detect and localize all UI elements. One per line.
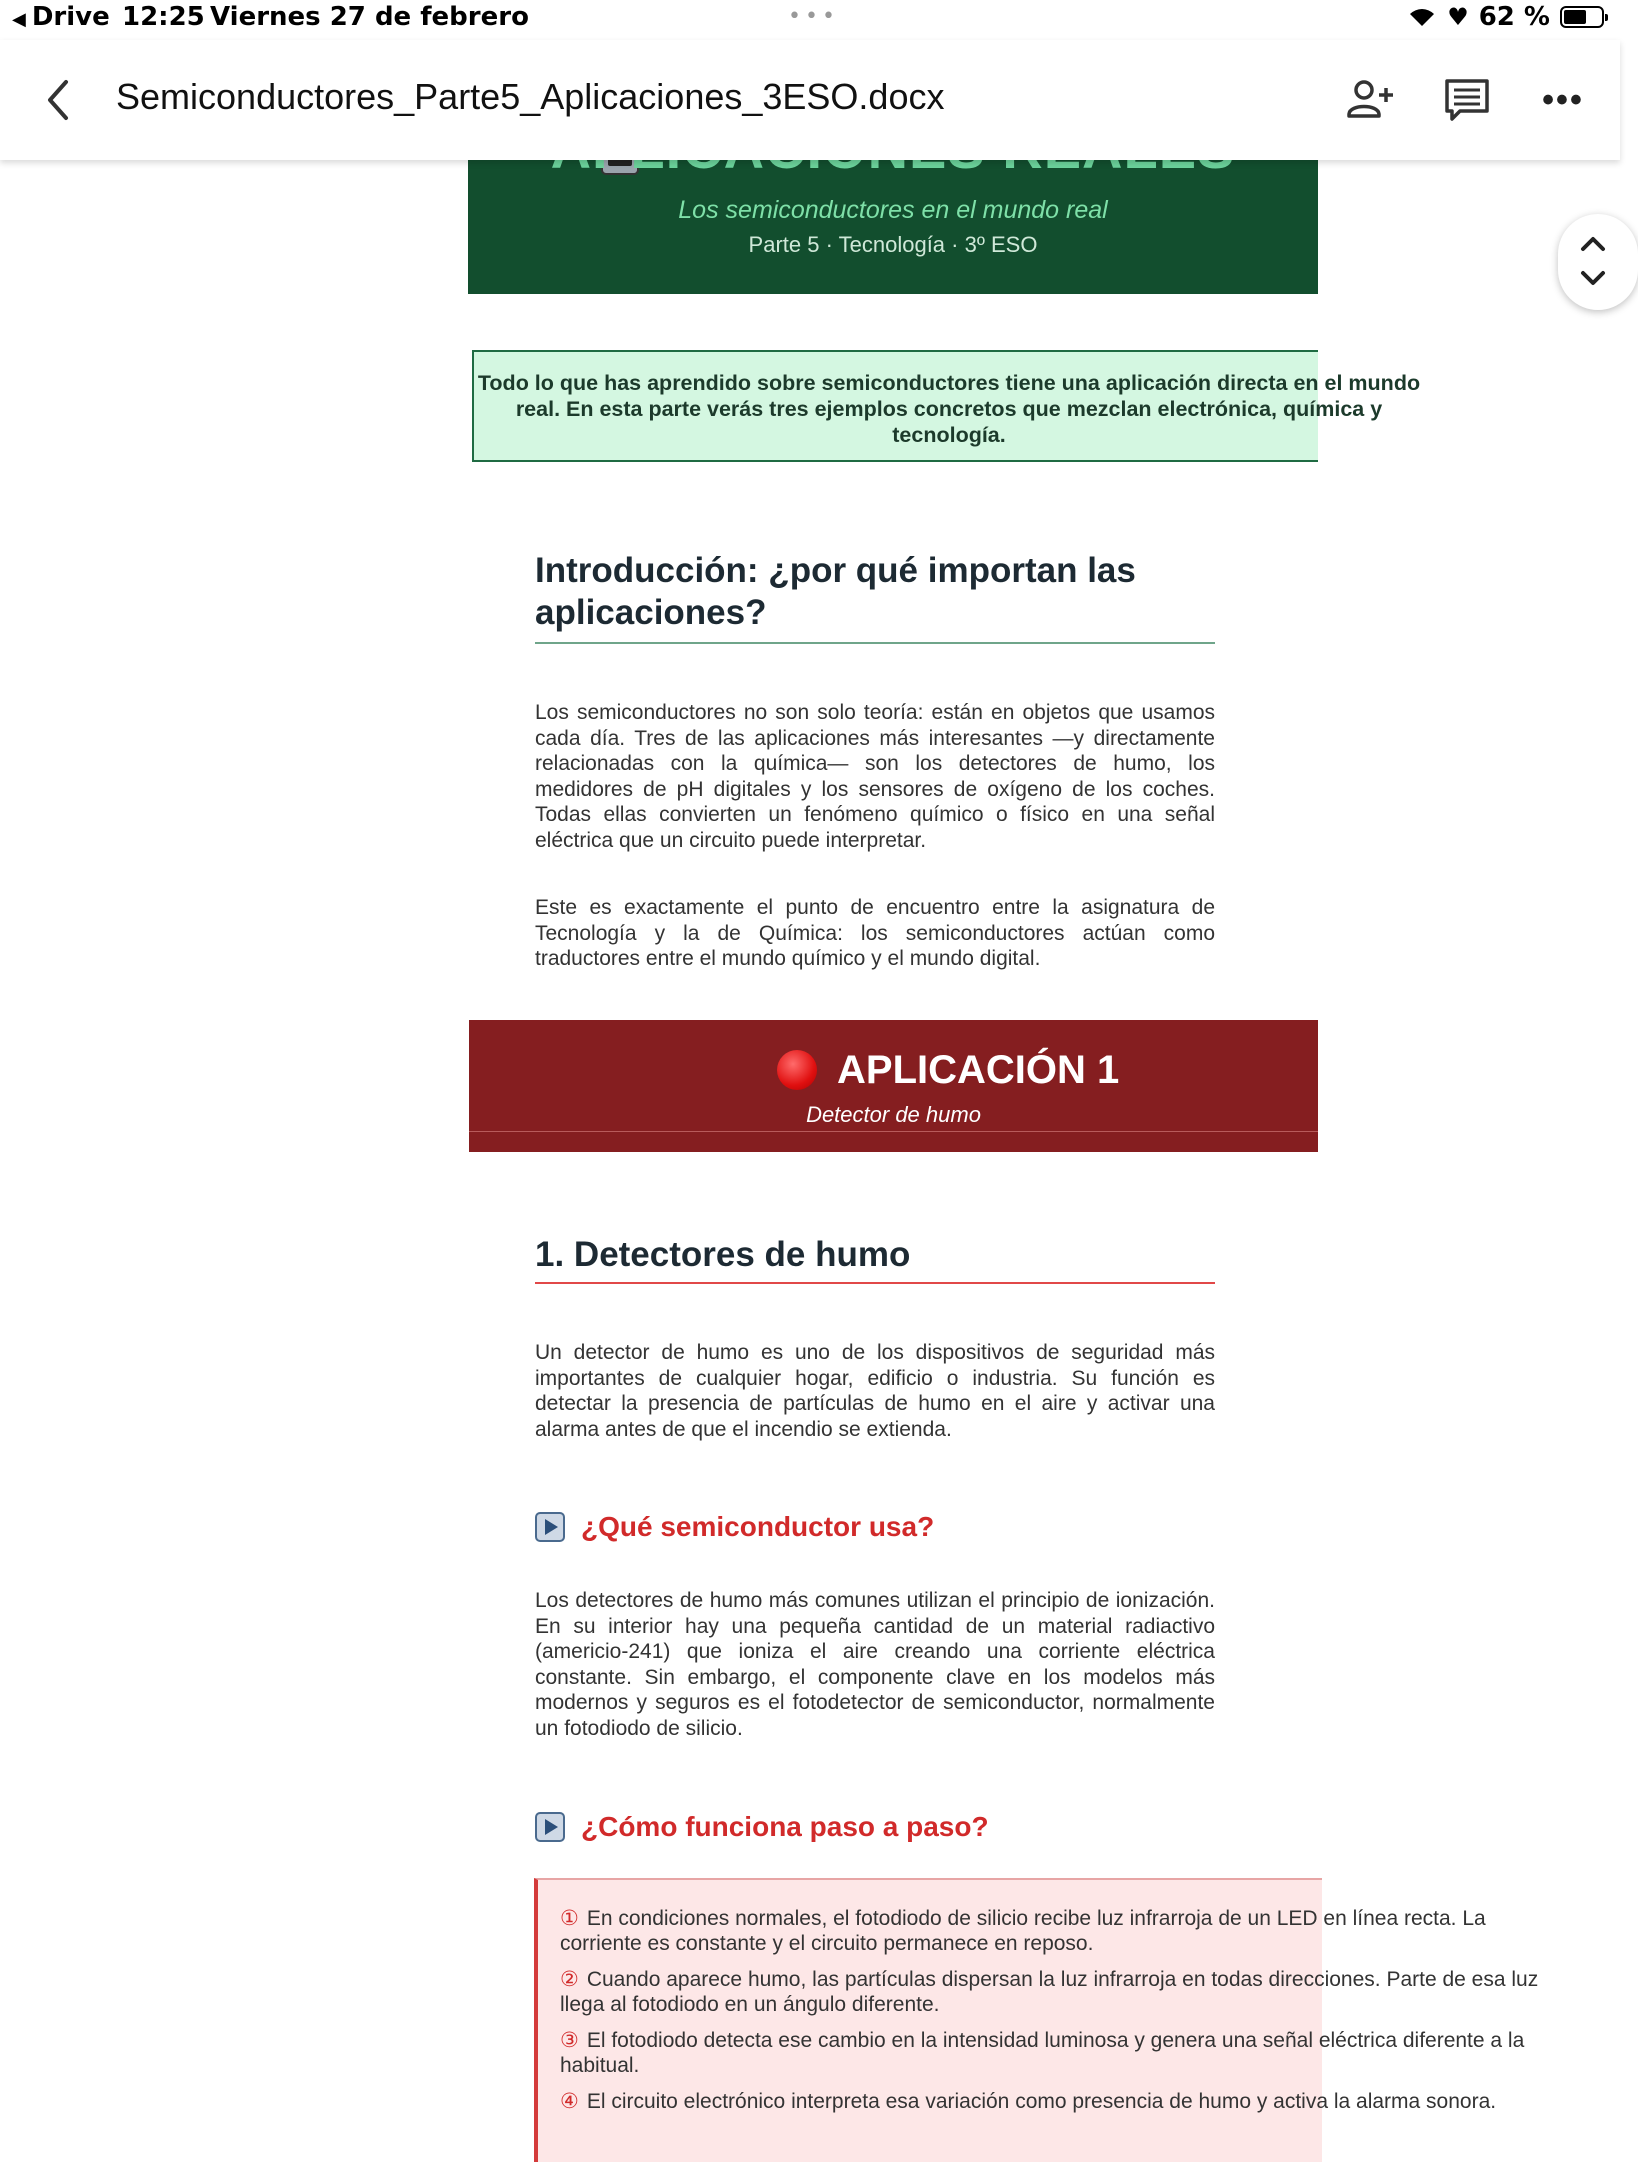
- section-1-paragraph: Un detector de humo es uno de los dispositivos de seguridad más importantes de cualquier hogar, edificio o industria. Su función es detectar la presencia de partículas de humo en el aire y activar una alarma antes de que el incendio se extienda.: [535, 1341, 1215, 1441]
- application-banner-subtitle: Detector de humo: [806, 1102, 981, 1127]
- section-1-heading-rule: [535, 1282, 1215, 1284]
- wifi-icon: [1407, 6, 1437, 28]
- play-button-icon: [535, 1512, 565, 1542]
- step-item: ③ El fotodiodo detecta ese cambio en la intensidad luminosa y genera una señal eléctrica diferente a la habitual.: [560, 2029, 1525, 2077]
- intro-callout: [472, 350, 1421, 462]
- battery-percent: 62 %: [1478, 2, 1550, 32]
- header-meta: Parte 5 · Tecnología · 3º ESO: [748, 232, 1038, 257]
- section-1-heading: 1. Detectores de humo: [535, 1235, 911, 1274]
- battery-icon: [1560, 6, 1604, 28]
- banner-divider: [469, 1131, 1318, 1132]
- application-banner-title: APLICACIÓN 1: [837, 1048, 1120, 1092]
- multitasking-dots-icon[interactable]: •••: [788, 4, 839, 29]
- play-button-icon: [535, 1812, 565, 1842]
- status-bar: [0, 0, 1620, 40]
- header-subtitle: Los semiconductores en el mundo real: [678, 196, 1108, 224]
- subheading-how-it-works-label: ¿Cómo funciona paso a paso?: [581, 1811, 989, 1842]
- subheading-how-it-works: [535, 1810, 989, 1844]
- semiconductor-paragraph: Los detectores de humo más comunes utilizan el principio de ionización. En su interior hay una pequeña cantidad de un material radiactivo (americio-241) que ioniza el aire creando una corriente eléctrica constante. Sin embargo, el componente clave en los modelos más modernos y seguros es el fotodetector de semiconductor, normalmente un fotodiodo de silicio.: [535, 1589, 1215, 1740]
- heart-icon: ♥: [1447, 3, 1469, 31]
- header-banner: [468, 150, 1318, 294]
- step-item: ① En condiciones normales, el fotodiodo de silicio recibe luz infrarroja de un LED en línea recta. La corriente es constante y el circuito permanece en reposo.: [560, 1907, 1486, 1955]
- status-time: 12:25: [122, 2, 205, 32]
- more-options-icon[interactable]: •••: [1542, 81, 1584, 119]
- back-arrow-icon[interactable]: [38, 74, 78, 126]
- intro-callout-text: Todo lo que has aprendido sobre semiconductores tiene una aplicación directa en el mundo real. En esta parte verás tres ejemplos concretos que mezclan electrónica, química y tecnología.: [477, 371, 1421, 447]
- steps-callout: [534, 1878, 1539, 2162]
- status-right-indicators: [1407, 2, 1604, 32]
- step-item: ④ El circuito electrónico interpreta esa variación como presencia de humo y activa la alarma sonora.: [560, 2090, 1497, 2113]
- intro-heading: Introducción: ¿por qué importan las aplicaciones?: [535, 551, 1136, 632]
- back-triangle-icon: ◀: [12, 9, 26, 30]
- chevron-down-icon[interactable]: [1580, 270, 1606, 288]
- app-toolbar: [0, 40, 1620, 160]
- chevron-up-icon[interactable]: [1580, 234, 1606, 252]
- intro-heading-rule: [535, 642, 1215, 644]
- add-person-icon[interactable]: [1344, 74, 1398, 126]
- subheading-semiconductor-label: ¿Qué semiconductor usa?: [581, 1511, 935, 1542]
- red-circle-icon: [777, 1050, 817, 1090]
- back-to-app[interactable]: ◀ Drive: [12, 2, 110, 32]
- page-scroll-control[interactable]: [1558, 214, 1638, 310]
- document-title: Semiconductores_Parte5_Aplicaciones_3ESO.docx: [116, 76, 945, 117]
- intro-paragraph-1: Los semiconductores no son solo teoría: están en objetos que usamos cada día. Tres de las aplicaciones más interesantes —y directamente relacionadas con la química— son los detectores de humo, los medidores de pH digitales y los sensores de oxígeno de los coches. Todas ellas convierten un fenómeno químico o físico en una señal eléctrica que un circuito puede interpretar.: [535, 701, 1215, 852]
- intro-paragraph-2: Este es exactamente el punto de encuentro entre la asignatura de Tecnología y la de Química: los semiconductores actúan como traductores entre el mundo químico y el mundo digital.: [535, 896, 1215, 970]
- subheading-semiconductor: [535, 1510, 934, 1544]
- comment-icon[interactable]: [1440, 74, 1494, 126]
- application-banner: [469, 1020, 1318, 1152]
- status-date: Viernes 27 de febrero: [210, 2, 529, 32]
- step-item: ② Cuando aparece humo, las partículas dispersan la luz infrarroja en todas direcciones. Parte de esa luz llega al fotodiodo en un ángulo diferente.: [560, 1968, 1539, 2016]
